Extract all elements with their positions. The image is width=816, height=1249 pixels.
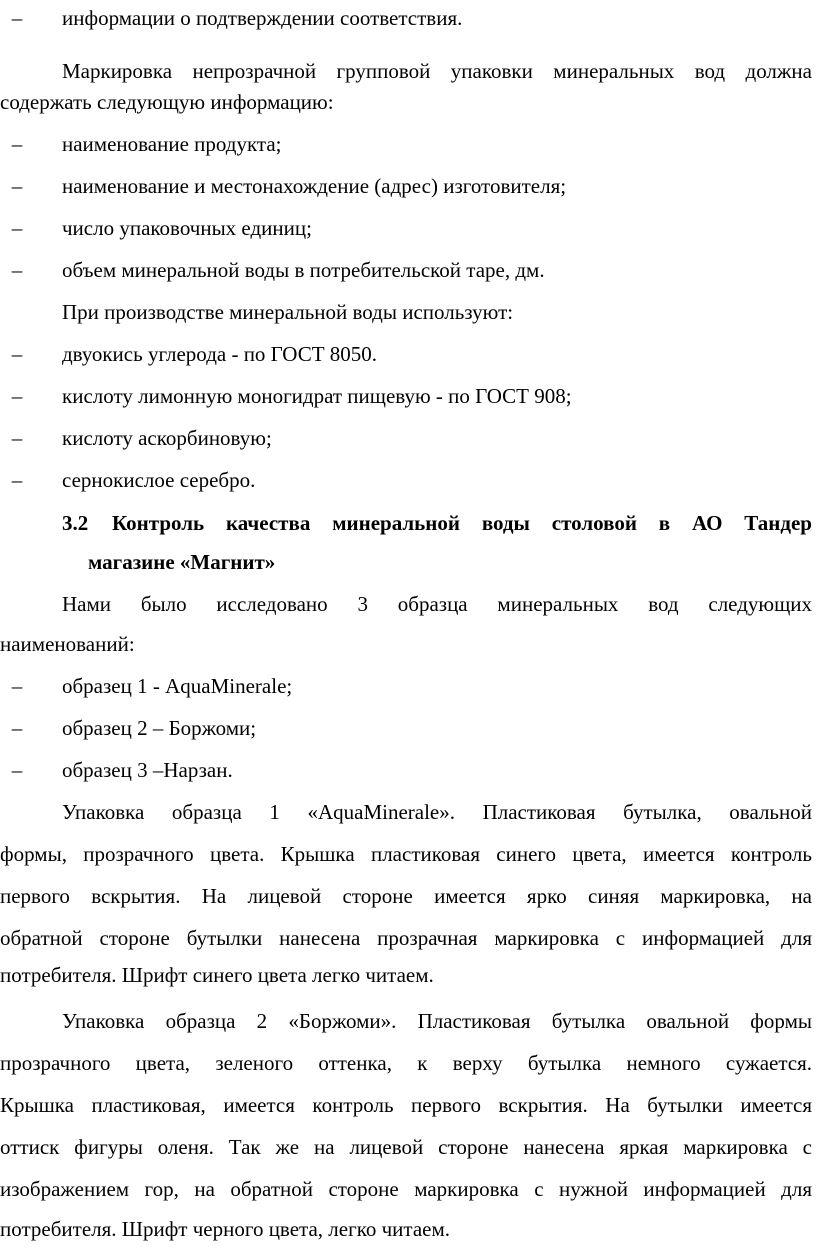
paragraph-line <box>0 1090 816 1120</box>
paragraph-text: первого вскрытия. На лицевой стороне имеется ярко синяя маркировка, на <box>0 884 812 908</box>
bullet-dash: – <box>11 342 23 366</box>
bullet-dash: – <box>11 216 23 240</box>
bullet-dash: – <box>11 758 23 782</box>
paragraph-line <box>0 1048 816 1078</box>
list-item-text: информации о подтверждении соответствия. <box>62 6 463 30</box>
list-item-text: образец 3 –Нарзан. <box>62 758 233 782</box>
section-title-line: магазине «Магнит» <box>88 550 276 574</box>
bullet-dash: – <box>11 716 23 740</box>
list-item <box>0 339 816 369</box>
list-item-text: число упаковочных единиц; <box>62 216 312 240</box>
list-item-text: наименование продукта; <box>62 132 282 156</box>
list-item-text: объем минеральной воды в потребительской таре, дм. <box>62 258 545 282</box>
list-item-text: кислоту аскорбиновую; <box>62 426 272 450</box>
list-item <box>0 423 816 453</box>
section-heading <box>0 508 816 538</box>
paragraph-text: потребителя. Шрифт синего цвета легко читаем. <box>0 963 434 987</box>
paragraph-text: оттиск фигуры оленя. Так же на лицевой стороне нанесена яркая маркировка с <box>0 1135 812 1159</box>
bullet-dash: – <box>11 6 23 30</box>
list-item-text: сернокислое серебро. <box>62 468 256 492</box>
paragraph-text: потребителя. Шрифт черного цвета, легко читаем. <box>0 1217 451 1241</box>
paragraph-line <box>0 297 816 327</box>
paragraph-text: Крышка пластиковая, имеется контроль первого вскрытия. На бутылки имеется <box>0 1093 812 1117</box>
bullet-dash: – <box>11 174 23 198</box>
paragraph-line <box>0 1214 816 1244</box>
list-item <box>0 465 816 495</box>
list-item-text: образец 1 - AquaMinerale; <box>62 674 293 698</box>
bullet-dash: – <box>11 132 23 156</box>
paragraph-text: прозрачного цвета, зеленого оттенка, к верху бутылка немного сужается. <box>0 1051 812 1075</box>
section-title-line: Контроль качества минеральной воды столовой в АО Тандер <box>112 511 812 535</box>
paragraph-line <box>0 881 816 911</box>
paragraph-text: Нами было исследовано 3 образца минеральных вод следующих <box>62 592 812 616</box>
paragraph-line <box>0 1006 816 1036</box>
paragraph-line <box>0 839 816 869</box>
paragraph-line <box>0 56 816 86</box>
paragraph-line <box>0 629 816 659</box>
paragraph-line <box>0 797 816 827</box>
bullet-dash: – <box>11 674 23 698</box>
list-item <box>0 755 816 785</box>
bullet-dash: – <box>11 384 23 408</box>
list-item <box>0 213 816 243</box>
paragraph-line <box>0 87 816 117</box>
list-item <box>0 713 816 743</box>
paragraph-text: наименований: <box>0 632 135 656</box>
list-item <box>0 129 816 159</box>
list-item-text: двуокись углерода - по ГОСТ 8050. <box>62 342 378 366</box>
paragraph-text: При производстве минеральной воды используют: <box>62 300 514 324</box>
paragraph-text: изображением гор, на обратной стороне маркировка с нужной информацией для <box>0 1177 812 1201</box>
paragraph-line <box>0 960 816 990</box>
paragraph-line <box>0 589 816 619</box>
list-item-text: кислоту лимонную моногидрат пищевую - по ГОСТ 908; <box>62 384 572 408</box>
bullet-dash: – <box>11 258 23 282</box>
paragraph-text: Маркировка непрозрачной групповой упаковки минеральных вод должна <box>62 59 812 83</box>
list-item <box>0 171 816 201</box>
list-item <box>0 671 816 701</box>
paragraph-text: формы, прозрачного цвета. Крышка пластиковая синего цвета, имеется контроль <box>0 842 812 866</box>
list-item-text: наименование и местонахождение (адрес) изготовителя; <box>62 174 567 198</box>
paragraph-text: Упаковка образца 2 «Боржоми». Пластиковая бутылка овальной формы <box>62 1009 812 1033</box>
list-item-text: образец 2 – Боржоми; <box>62 716 257 740</box>
list-item <box>0 381 816 411</box>
bullet-dash: – <box>11 468 23 492</box>
paragraph-line <box>0 1174 816 1204</box>
section-number: 3.2 <box>62 511 89 535</box>
section-heading-continuation <box>0 547 816 577</box>
bullet-dash: – <box>11 426 23 450</box>
list-item <box>0 255 816 285</box>
paragraph-line <box>0 1132 816 1162</box>
paragraph-text: содержать следующую информацию: <box>0 90 334 114</box>
paragraph-text: Упаковка образца 1 «AquaMinerale». Пластиковая бутылка, овальной <box>62 800 812 824</box>
paragraph-line <box>0 923 816 953</box>
list-item <box>0 3 816 33</box>
paragraph-text: обратной стороне бутылки нанесена прозрачная маркировка с информацией для <box>0 926 812 950</box>
